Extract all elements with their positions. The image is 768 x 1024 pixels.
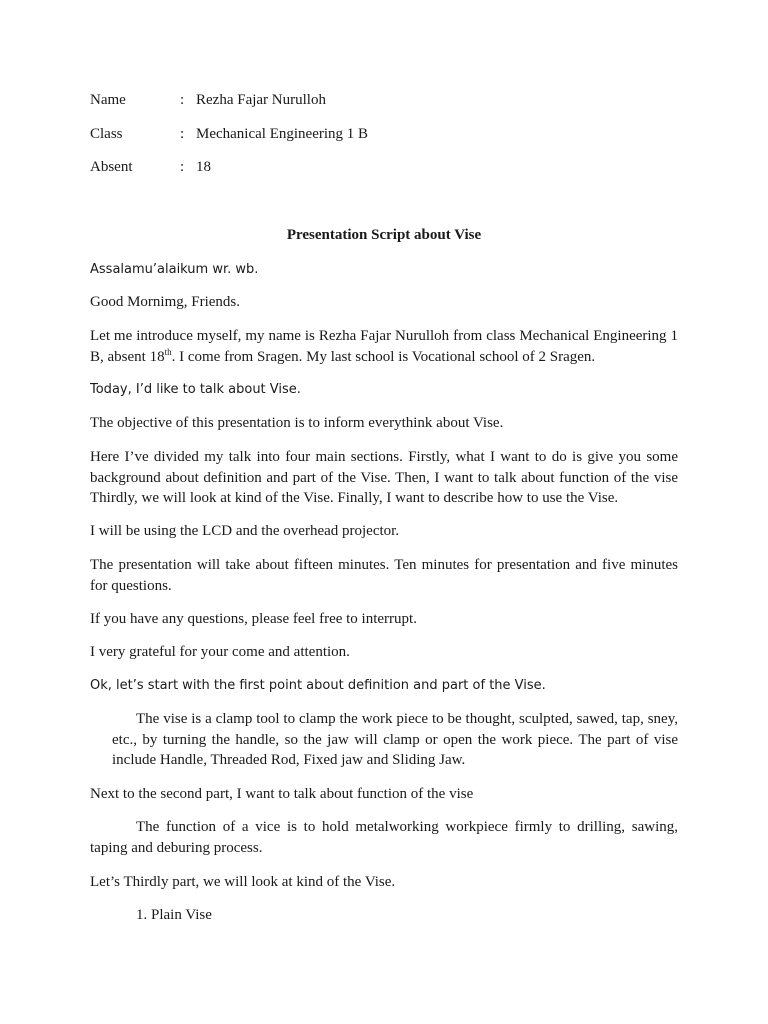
absent-value: 18 <box>196 159 211 175</box>
equipment-paragraph: I will be using the LCD and the overhead projector. <box>90 523 400 539</box>
greeting-paragraph: Assalamu’alaikum wr. wb. <box>90 262 259 277</box>
intro-paragraph <box>90 326 678 367</box>
class-value: Mechanical Engineering 1 B <box>196 126 369 142</box>
definition-paragraph: The vise is a clamp tool to clamp the work piece to be thought, sculpted, sawed, tap, sney, etc., by turning the handle, so the jaw will clamp or open the work piece. The part of vise include Handle, Threaded Rod, Fixed jaw and Sliding Jaw. <box>112 711 678 768</box>
intro-text-a: Let me introduce myself, my name is Rezha Fajar Nurulloh from class Mechanical Engineering 1 B, absent 18 <box>90 328 678 365</box>
duration-paragraph: The presentation will take about fifteen minutes. Ten minutes for presentation and five minutes for questions. <box>90 557 678 594</box>
topic-paragraph: Today, I’d like to talk about Vise. <box>90 382 301 397</box>
intro-superscript: th <box>164 346 172 357</box>
morning-paragraph: Good Mornimg, Friends. <box>90 294 240 310</box>
sections-paragraph: Here I’ve divided my talk into four main sections. Firstly, what I want to do is give you some background about definition and part of the Vise. Then, I want to talk about function of the vise Thirdly, we will look at kind of the Vise. Finally, I want to describe how to use the Vise. <box>90 449 678 506</box>
name-label: Name <box>90 92 126 108</box>
intro-text-b: . I come from Sragen. My last school is Vocational school of 2 Sragen. <box>171 348 596 365</box>
objective-paragraph: The objective of this presentation is to inform everythink about Vise. <box>90 415 504 431</box>
name-value: Rezha Fajar Nurulloh <box>196 92 326 108</box>
third-part-paragraph: Let’s Thirdly part, we will look at kind of the Vise. <box>90 874 396 890</box>
first-point-paragraph: Ok, let’s start with the first point about definition and part of the Vise. <box>90 678 546 693</box>
second-part-paragraph: Next to the second part, I want to talk about function of the vise <box>90 786 474 802</box>
name-separator: : <box>180 92 185 108</box>
function-paragraph: The function of a vice is to hold metalworking workpiece firmly to drilling, sawing, taping and deburing process. <box>90 819 678 856</box>
page-title: Presentation Script about Vise <box>286 227 482 243</box>
grateful-paragraph: I very grateful for your come and attention. <box>90 644 350 660</box>
class-separator: : <box>180 126 185 142</box>
list-item: 1. Plain Vise <box>136 907 212 923</box>
absent-separator: : <box>180 159 185 175</box>
questions-paragraph: If you have any questions, please feel free to interrupt. <box>90 611 417 627</box>
class-label: Class <box>90 126 123 142</box>
absent-label: Absent <box>90 159 133 175</box>
